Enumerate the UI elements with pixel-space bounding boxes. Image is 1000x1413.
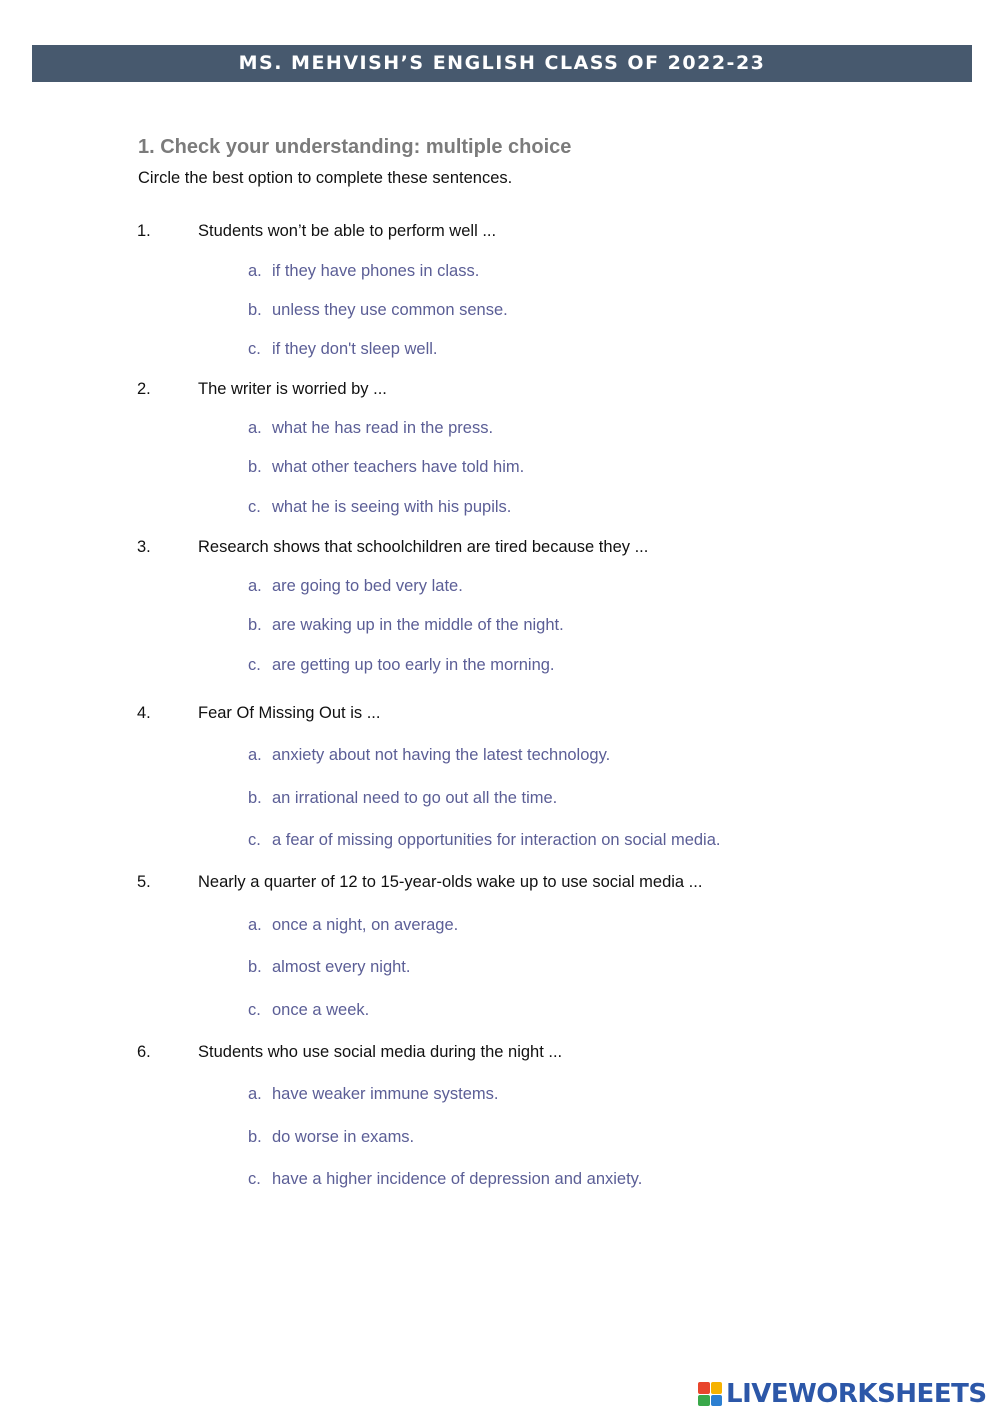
option-6a[interactable] <box>248 1085 499 1104</box>
option-3a[interactable] <box>248 577 463 596</box>
option-5a[interactable] <box>248 916 458 935</box>
question-stem: Students who use social media during the night ... <box>198 1043 563 1061</box>
option-5b[interactable] <box>248 958 410 977</box>
option-5c[interactable] <box>248 1001 369 1020</box>
question-number: 5. <box>137 873 151 891</box>
option-letter: b. <box>248 458 262 476</box>
question-stem: Nearly a quarter of 12 to 15-year-olds wake up to use social media ... <box>198 873 703 891</box>
option-text: what he is seeing with his pupils. <box>272 498 512 516</box>
question-stem: Research shows that schoolchildren are tired because they ... <box>198 538 649 556</box>
option-letter: c. <box>248 831 261 849</box>
option-text: do worse in exams. <box>272 1128 415 1146</box>
option-6c[interactable] <box>248 1170 642 1189</box>
option-letter: a. <box>248 577 262 595</box>
option-text: an irrational need to go out all the time. <box>272 789 558 807</box>
option-text: if they have phones in class. <box>272 262 480 280</box>
option-text: are going to bed very late. <box>272 577 463 595</box>
option-text: what he has read in the press. <box>272 419 494 437</box>
option-text: are getting up too early in the morning. <box>272 656 555 674</box>
option-2c[interactable] <box>248 498 511 517</box>
option-text: what other teachers have told him. <box>272 458 525 476</box>
option-letter: b. <box>248 958 262 976</box>
option-4b[interactable] <box>248 789 557 808</box>
option-3c[interactable] <box>248 656 555 675</box>
logo-square-red <box>698 1382 710 1394</box>
option-letter: c. <box>248 656 261 674</box>
question-stem: Fear Of Missing Out is ... <box>198 704 381 722</box>
liveworksheets-logo <box>698 1379 987 1409</box>
liveworksheets-logo-icon <box>698 1382 722 1406</box>
header-bar <box>32 45 972 82</box>
option-letter: c. <box>248 340 261 358</box>
option-letter: b. <box>248 789 262 807</box>
option-letter: a. <box>248 916 262 934</box>
option-letter: a. <box>248 262 262 280</box>
logo-square-blue <box>711 1395 723 1407</box>
option-text: once a night, on average. <box>272 916 459 934</box>
option-4a[interactable] <box>248 746 610 765</box>
question-number: 1. <box>137 222 151 240</box>
option-2b[interactable] <box>248 458 524 477</box>
logo-text: LIVEWORKSHEETS <box>726 1379 987 1409</box>
instructions: Circle the best option to complete these sentences. <box>138 169 513 187</box>
option-letter: b. <box>248 301 262 319</box>
option-1b[interactable] <box>248 301 508 320</box>
option-letter: c. <box>248 498 261 516</box>
option-1c[interactable] <box>248 340 438 359</box>
header-title: MS. MEHVISH’S ENGLISH CLASS OF 2022-23 <box>238 52 766 74</box>
question-number: 2. <box>137 380 151 398</box>
option-text: have a higher incidence of depression and anxiety. <box>272 1170 643 1188</box>
section-title: 1. Check your understanding: multiple choice <box>138 136 572 158</box>
option-1a[interactable] <box>248 262 479 281</box>
question-stem: Students won’t be able to perform well ... <box>198 222 497 240</box>
option-text: unless they use common sense. <box>272 301 508 319</box>
option-6b[interactable] <box>248 1128 414 1147</box>
option-3b[interactable] <box>248 616 564 635</box>
option-text: almost every night. <box>272 958 411 976</box>
question-number: 6. <box>137 1043 151 1061</box>
logo-square-green <box>698 1395 710 1407</box>
option-text: are waking up in the middle of the night. <box>272 616 564 634</box>
logo-square-yellow <box>711 1382 723 1394</box>
option-text: anxiety about not having the latest technology. <box>272 746 611 764</box>
option-letter: b. <box>248 1128 262 1146</box>
option-letter: b. <box>248 616 262 634</box>
option-text: once a week. <box>272 1001 370 1019</box>
option-4c[interactable] <box>248 831 720 850</box>
option-letter: a. <box>248 746 262 764</box>
option-text: a fear of missing opportunities for interaction on social media. <box>272 831 721 849</box>
question-number: 4. <box>137 704 151 722</box>
option-text: if they don't sleep well. <box>272 340 438 358</box>
question-stem: The writer is worried by ... <box>198 380 387 398</box>
option-2a[interactable] <box>248 419 493 438</box>
option-letter: c. <box>248 1170 261 1188</box>
option-letter: a. <box>248 419 262 437</box>
option-text: have weaker immune systems. <box>272 1085 499 1103</box>
question-number: 3. <box>137 538 151 556</box>
option-letter: c. <box>248 1001 261 1019</box>
option-letter: a. <box>248 1085 262 1103</box>
